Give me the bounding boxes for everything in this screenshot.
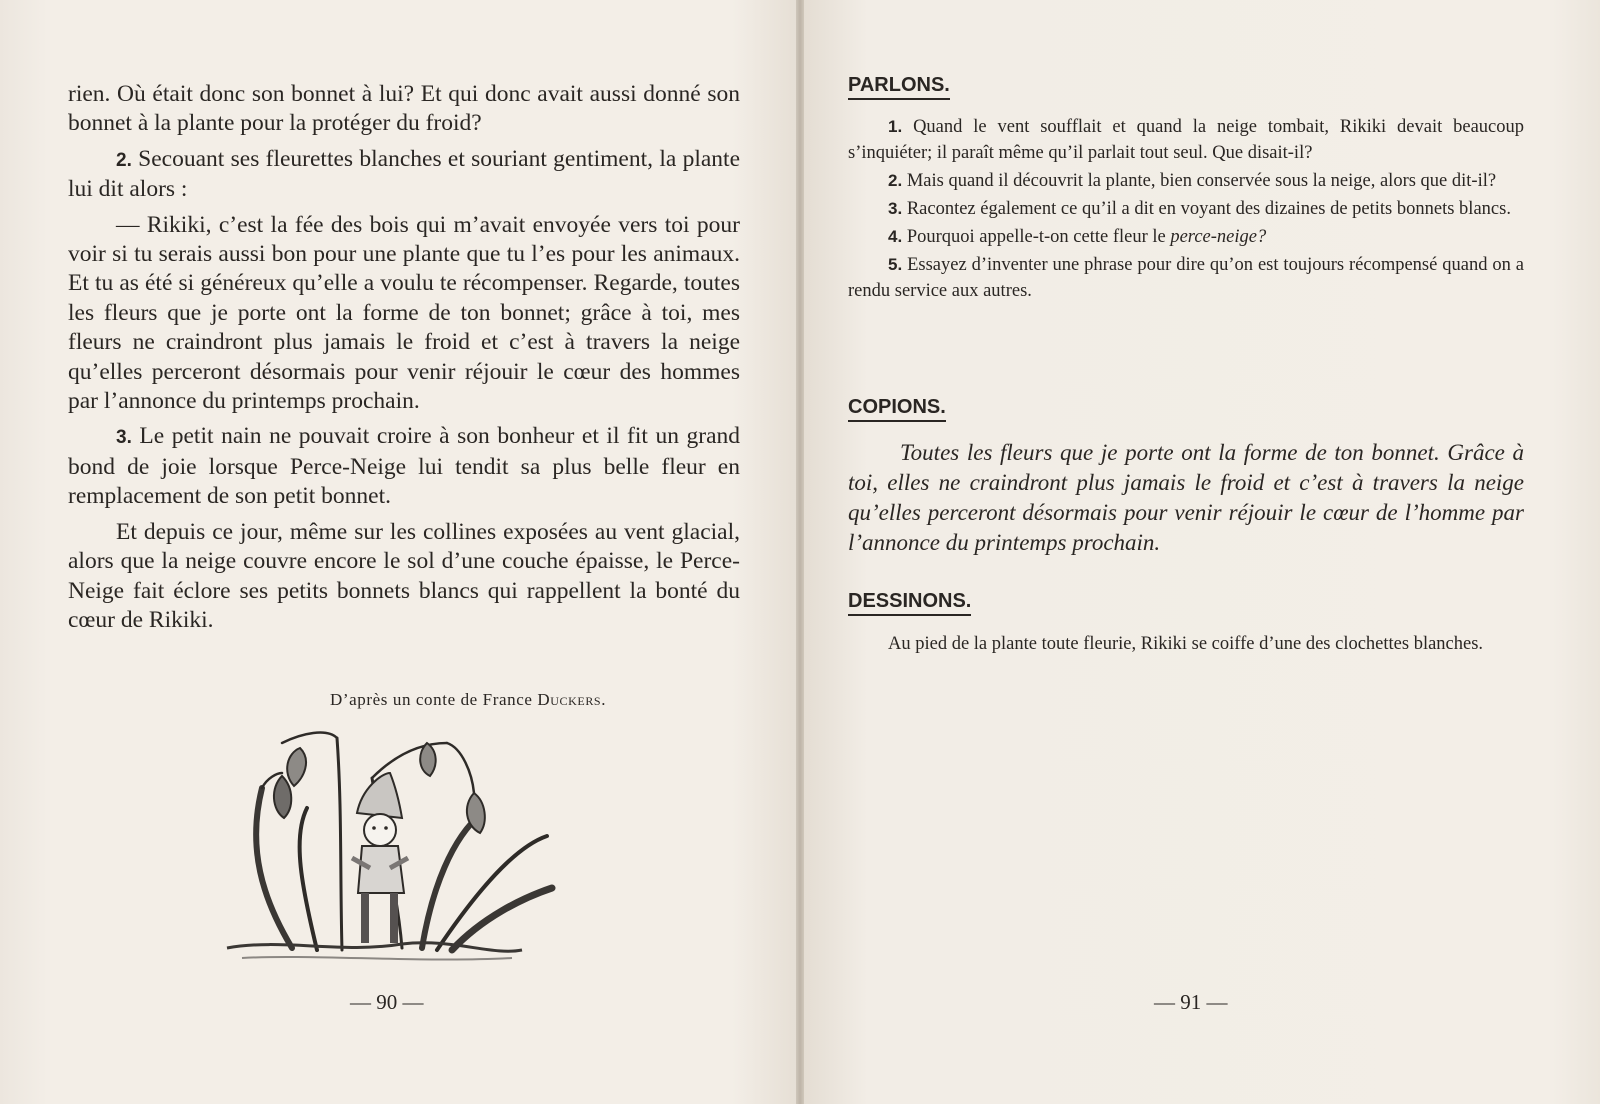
dessinons-section [848, 590, 1524, 658]
story-paragraph: — Rikiki, c’est la fée des bois qui m’avait envoyée vers toi pour voir si tu serais aussi bon pour une plante que tu l’es pour les animaux. Et tu as été si généreux qu’elle a voulu te récompenser. Regarde, toutes les fleurs que je porte ont la forme de ton bonnet; grâce à toi, mes fleurs ne craindront plus jamais le froid et c’est à travers la neige qu’elles perceront désormais pour venir réjouir le cœur des hommes par l’annonce du printemps prochain. [68, 211, 740, 415]
question-item: 1. Quand le vent soufflait et quand la neige tombait, Rikiki devait beaucoup s’inquiéter; il paraît même qu’il parlait tout seul. Que disait-il? [848, 117, 1524, 163]
copy-text: Toutes les fleurs que je porte ont la forme de ton bonnet. Grâce à toi, elles ne craindront plus jamais le froid et c’est à travers la neige qu’elles perceront désormais pour venir réjouir le cœur de l’homme par l’annonce du printemps prochain. [848, 440, 1524, 555]
left-page [0, 0, 796, 1104]
story-paragraph: Et depuis ce jour, même sur les collines exposées au vent glacial, alors que la neige couvre encore le sol d’une couche épaisse, le Perce-Neige fait éclore ses petits bonnets blancs qui rappellent la bonté du cœur de Rikiki. [68, 518, 740, 633]
question-list [848, 114, 1524, 304]
drawing-instruction: Au pied de la plante toute fleurie, Rikiki se coiffe d’une des clochettes blanches. [888, 634, 1484, 654]
paragraph-number: 3. [116, 427, 132, 449]
right-page [804, 0, 1600, 1104]
section-heading: COPIONS. [848, 396, 946, 422]
story-text [68, 80, 740, 635]
page-number: — 91 — [1154, 990, 1228, 1014]
story-paragraph: rien. Où était donc son bonnet à lui? Et qui donc avait aussi donné son bonnet à la plante pour la protéger du froid? [68, 81, 740, 137]
question-item: 2. Mais quand il découvrit la plante, bien conservée sous la neige, alors que dit-il? [888, 171, 1497, 191]
question-item: 5. Essayez d’inventer une phrase pour dire qu’on est toujours récompensé quand on a rendu service aux autres. [848, 255, 1525, 301]
snowdrop-gnome-illustration [222, 718, 562, 968]
author-name: Duckers. [537, 690, 607, 709]
page-number: — 90 — [350, 990, 424, 1014]
section-heading: PARLONS. [848, 74, 950, 100]
parlons-section [848, 74, 1524, 304]
attribution: D’après un conte de France Duckers. [330, 690, 607, 709]
paragraph-number: 2. [116, 149, 132, 171]
copions-section [848, 396, 1524, 558]
section-heading: DESSINONS. [848, 590, 971, 616]
story-paragraph: 2. Secouant ses fleurettes blanches et souriant gentiment, la plante lui dit alors : [68, 145, 741, 203]
gutter [796, 0, 804, 1104]
story-paragraph: 3. Le petit nain ne pouvait croire à son bonheur et il fit un grand bond de joie lorsque Perce-Neige lui tendit sa plus belle fleur en remplacement de son petit bonnet. [68, 423, 741, 510]
question-item: 4. Pourquoi appelle-t-on cette fleur le perce-neige? [888, 227, 1267, 247]
question-item: 3. Racontez également ce qu’il a dit en voyant des dizaines de petits bonnets blancs. [888, 199, 1511, 219]
